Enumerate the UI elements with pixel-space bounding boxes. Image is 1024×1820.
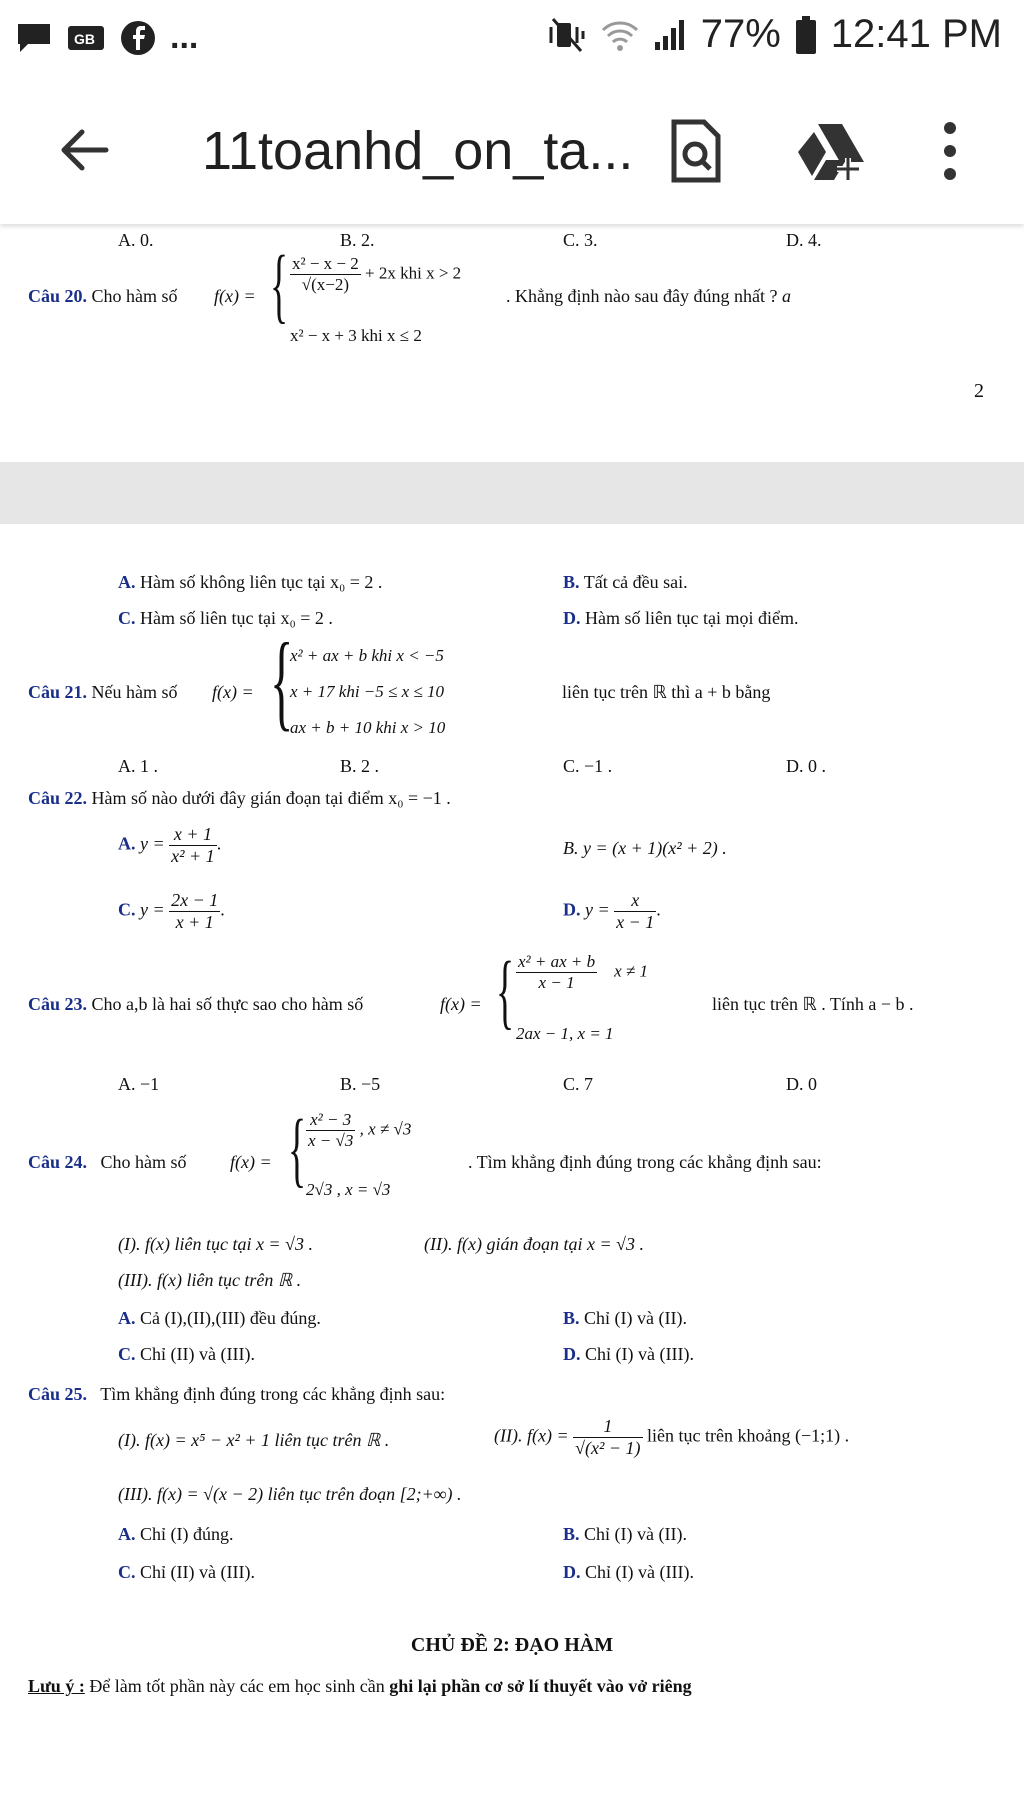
q24-tail: . Tìm khẳng định đúng trong các khẳng định sau: xyxy=(468,1152,822,1172)
q24-statement-2: (II). f(x) gián đoạn tại x = √3 . xyxy=(424,1234,644,1254)
q23-answer-b: B. −5 xyxy=(340,1074,381,1094)
q22-answer-c: C. y = $\frac{2x - 1}{x + 1}$ . xyxy=(118,890,225,932)
q25-answer-c: C. Chỉ (II) và (III). xyxy=(118,1562,255,1582)
message-icon xyxy=(16,22,52,54)
document-page-1 xyxy=(0,224,1024,462)
q23-answer-a: A. −1 xyxy=(118,1074,160,1094)
back-arrow-icon[interactable] xyxy=(54,120,114,180)
q24-question xyxy=(28,1152,187,1173)
q21-case3: ax + b + 10 khi x > 10 xyxy=(290,718,446,737)
vibrate-mute-icon xyxy=(547,17,587,53)
q20-fx: f(x) = xyxy=(214,286,256,306)
q24-label: Câu 24. xyxy=(28,1152,88,1172)
clock: 12:41 PM xyxy=(830,12,1002,56)
q20-question xyxy=(28,286,178,307)
q21-answer-c: C. −1 . xyxy=(563,756,613,776)
status-left xyxy=(16,18,198,57)
q25-answer-a: A. Chỉ (I) đúng. xyxy=(118,1524,234,1544)
q21-tail: liên tục trên ℝ thì a + b bằng xyxy=(562,682,771,702)
q20-tail-a: a xyxy=(781,286,791,306)
status-right xyxy=(547,12,1002,57)
q21-question xyxy=(28,682,178,703)
note-text: Để làm tốt phần này các em học sinh cần xyxy=(89,1676,385,1696)
page-number: 2 xyxy=(974,380,984,402)
q21-brace: { xyxy=(270,622,294,741)
q19-answer-b: B. 2. xyxy=(340,230,375,250)
status-bar xyxy=(0,0,1024,76)
page-gap xyxy=(0,462,1024,524)
q22-label: Câu 22. xyxy=(28,788,88,808)
q20-text: Cho hàm số xyxy=(91,286,178,306)
svg-text:GB: GB xyxy=(74,30,95,47)
q25-label: Câu 25. xyxy=(28,1384,88,1404)
search-document-icon[interactable] xyxy=(668,118,724,184)
q20-case2: x² − x + 3 khi x ≤ 2 xyxy=(290,326,422,345)
q21-answer-d: D. 0 . xyxy=(786,756,826,776)
q21-case1: x² + ax + b khi x < −5 xyxy=(290,646,444,665)
q23-text: Cho a,b là hai số thực sao cho hàm số xyxy=(91,994,364,1014)
q25-question xyxy=(28,1384,445,1405)
q23-tail: liên tục trên ℝ . Tính a − b . xyxy=(712,994,914,1014)
q21-label: Câu 21. xyxy=(28,682,88,702)
q22-text: Hàm số nào dưới đây gián đoạn tại điểm x₀ = −1 . xyxy=(91,788,451,808)
more-options-icon[interactable] xyxy=(940,118,960,184)
app-bar xyxy=(0,76,1024,224)
q20-case1-rest: + 2x khi x > 2 xyxy=(365,263,462,283)
q19-answer-a: A. 0. xyxy=(118,230,154,250)
q23-case1: $\frac{\text{x² + ax + b}}{x - 1}$ x ≠ 1 xyxy=(518,952,649,992)
q19-answer-d: D. 4. xyxy=(786,230,822,250)
q25-statement-2: (II). f(x) = $\frac{1}{\text{√(x² − 1)}}$ liên tục trên khoảng (−1;1) . xyxy=(494,1416,850,1458)
q23-label: Câu 23. xyxy=(28,994,88,1014)
q21-text: Nếu hàm số xyxy=(91,682,178,702)
q22-question xyxy=(28,788,451,809)
q23-question xyxy=(28,994,363,1015)
q25-statement-1: (I). f(x) = x⁵ − x² + 1 liên tục trên ℝ . xyxy=(118,1430,390,1450)
facebook-icon xyxy=(120,20,156,56)
q23-fx: f(x) = xyxy=(440,994,482,1014)
q22-answer-b: B. y = (x + 1)(x² + 2) . xyxy=(563,838,727,858)
q20-case1-num: x² − x − 2 xyxy=(292,254,359,273)
q24-statement-3: (III). f(x) liên tục trên ℝ . xyxy=(118,1270,302,1290)
q25-statement-3: (III). f(x) = √(x − 2) liên tục trên đoạn [2;+∞) . xyxy=(118,1484,462,1504)
q20-case1 xyxy=(290,254,461,295)
q21-answer-b: B. 2 . xyxy=(340,756,380,776)
q23-case2: 2ax − 1, x = 1 xyxy=(516,1024,614,1043)
q23-brace: { xyxy=(496,945,515,1038)
wifi-icon xyxy=(601,18,639,52)
q21-fx: f(x) = xyxy=(212,682,254,702)
status-more: ... xyxy=(170,18,199,56)
q21-answer-a: A. 1 . xyxy=(118,756,158,776)
q20-tail-text: . Khẳng định nào sau đây đúng nhất ? xyxy=(506,286,778,306)
q24-case2: 2√3 , x = √3 xyxy=(306,1180,391,1199)
chapter-title: CHỦ ĐỀ 2: ĐẠO HÀM xyxy=(410,1634,614,1656)
q24-answer-c: C. Chỉ (II) và (III). xyxy=(118,1344,255,1364)
q24-answer-b: B. Chỉ (I) và (II). xyxy=(563,1308,687,1328)
document-page-2 xyxy=(0,524,1024,1820)
q23-answer-d: D. 0 xyxy=(786,1074,817,1094)
q20-tail xyxy=(506,286,791,307)
chapter-note xyxy=(28,1676,692,1697)
q20-label: Câu 20. xyxy=(28,286,88,306)
q20-case1-den: √(x−2) xyxy=(301,275,350,294)
q20-answer-b: B. Tất cả đều sai. xyxy=(563,572,688,592)
battery-percent: 77% xyxy=(700,12,781,56)
note-bold: ghi lại phần cơ sở lí thuyết vào vở riêng xyxy=(389,1676,692,1696)
q24-statement-1: (I). f(x) liên tục tại x = √3 . xyxy=(118,1234,313,1254)
q24-fx: f(x) = xyxy=(230,1152,272,1172)
q24-answer-d: D. Chỉ (I) và (III). xyxy=(563,1344,694,1364)
note-label: Lưu ý : xyxy=(28,1676,85,1696)
battery-icon xyxy=(795,15,817,55)
q21-case2: x + 17 khi −5 ≤ x ≤ 10 xyxy=(290,682,444,701)
q20-brace: { xyxy=(270,239,289,332)
add-to-drive-icon[interactable] xyxy=(796,118,866,184)
q24-answer-a: A. Cả (I),(II),(III) đều đúng. xyxy=(118,1308,321,1328)
q19-answer-c: C. 3. xyxy=(563,230,598,250)
q22-answer-a: A. y = $\frac{x + 1}{\text{x² + 1}}$ . xyxy=(118,824,222,866)
q23-answer-c: C. 7 xyxy=(563,1074,594,1094)
q20-answer-a: A. Hàm số không liên tục tại x₀ = 2 . xyxy=(118,572,383,592)
signal-icon xyxy=(653,18,687,52)
document-title: 11toanhd_on_ta... xyxy=(202,121,634,181)
q20-answer-c: C. Hàm số liên tục tại x₀ = 2 . xyxy=(118,608,333,628)
q24-case1: $\frac{\text{x² − 3}}{x - √3}$ , x ≠ √3 xyxy=(308,1110,412,1150)
q25-answer-b: B. Chỉ (I) và (II). xyxy=(563,1524,687,1544)
q24-brace: { xyxy=(288,1103,307,1196)
q20-answer-d: D. Hàm số liên tục tại mọi điểm. xyxy=(563,608,799,628)
q25-answer-d: D. Chỉ (I) và (III). xyxy=(563,1562,694,1582)
q24-text: Cho hàm số xyxy=(100,1152,187,1172)
q22-answer-d: D. y = $\frac{x}{x - 1}$ . xyxy=(563,890,661,932)
q25-text: Tìm khẳng định đúng trong các khẳng định sau: xyxy=(100,1384,446,1404)
gb-icon xyxy=(66,22,106,54)
